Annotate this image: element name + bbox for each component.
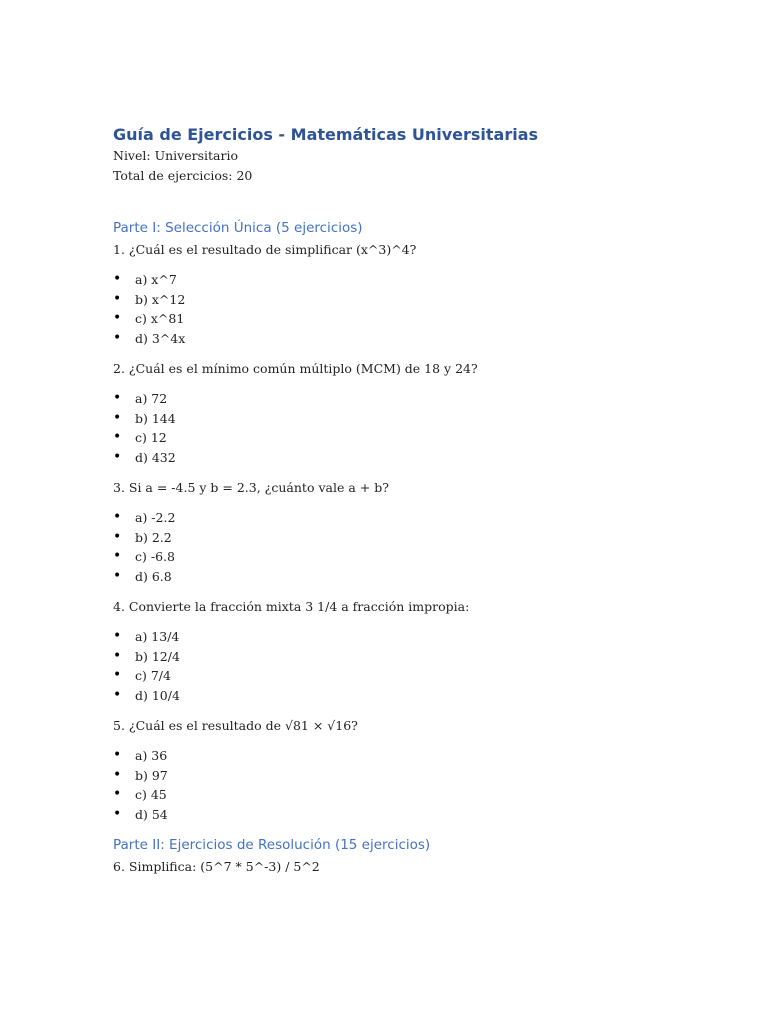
question-4: [113, 597, 673, 705]
question-2-options: [113, 389, 673, 467]
question-6-text: 6. Simplifica: (5^7 * 5^-3) / 5^2: [113, 859, 320, 874]
bullet-icon: •: [113, 628, 122, 644]
option-label: d) 54: [135, 806, 168, 822]
question-5-options: [113, 746, 673, 824]
bullet-icon: •: [113, 409, 122, 426]
bullet-icon: •: [113, 310, 122, 326]
bullet-icon: •: [113, 686, 122, 703]
option-item: [113, 409, 673, 429]
option-item: [113, 785, 673, 805]
question-6: [113, 857, 673, 877]
question-1: [113, 240, 673, 348]
option-label: a) 36: [135, 748, 168, 763]
bullet-icon: •: [113, 766, 122, 783]
document-content: [113, 124, 673, 877]
option-label: c) 7/4: [135, 668, 171, 683]
bullet-icon: •: [113, 647, 122, 664]
option-label: c) x^81: [135, 311, 185, 326]
part-1-heading: Parte I: Selección Única (5 ejercicios): [113, 220, 363, 236]
option-label: c) 12: [135, 430, 167, 445]
option-item: [113, 508, 673, 528]
bullet-icon: •: [113, 509, 122, 525]
bullet-icon: •: [113, 528, 122, 545]
option-label: d) 6.8: [135, 568, 172, 584]
option-item: [113, 547, 673, 567]
option-item: [113, 389, 673, 409]
question-2-text: 2. ¿Cuál es el mínimo común múltiplo (MCM) de 18 y 24?: [113, 361, 478, 376]
option-label: a) 72: [135, 391, 168, 406]
part-2-heading: Parte II: Ejercicios de Resolución (15 ejercicios): [113, 837, 431, 853]
option-item: [113, 766, 673, 786]
bullet-icon: •: [113, 667, 122, 683]
option-item: [113, 270, 673, 290]
option-item: [113, 448, 673, 468]
question-3-options: [113, 508, 673, 586]
question-3: [113, 478, 673, 586]
bullet-icon: •: [113, 548, 122, 564]
question-1-text: 1. ¿Cuál es el resultado de simplificar (x^3)^4?: [113, 242, 417, 257]
question-4-text: 4. Convierte la fracción mixta 3 1/4 a fracción impropia:: [113, 599, 470, 614]
option-item: [113, 746, 673, 766]
option-label: c) -6.8: [135, 549, 175, 564]
bullet-icon: •: [113, 429, 122, 445]
option-item: [113, 686, 673, 706]
option-label: d) 432: [135, 449, 176, 465]
question-5: [113, 716, 673, 824]
option-item: [113, 290, 673, 310]
option-label: c) 45: [135, 787, 167, 802]
question-1-options: [113, 270, 673, 348]
bullet-icon: •: [113, 786, 122, 802]
bullet-icon: •: [113, 805, 122, 822]
option-item: [113, 805, 673, 825]
option-label: a) x^7: [135, 272, 177, 287]
bullet-icon: •: [113, 271, 122, 287]
option-item: [113, 647, 673, 667]
question-4-options: [113, 627, 673, 705]
option-label: b) 12/4: [135, 648, 180, 664]
bullet-icon: •: [113, 448, 122, 465]
option-label: b) 2.2: [135, 529, 172, 545]
option-label: d) 10/4: [135, 687, 180, 703]
option-label: d) 3^4x: [135, 330, 186, 346]
option-label: b) x^12: [135, 291, 186, 307]
option-item: [113, 309, 673, 329]
total-exercises-line: Total de ejercicios: 20: [113, 168, 253, 183]
option-label: b) 144: [135, 410, 176, 426]
question-2: [113, 359, 673, 467]
question-3-text: 3. Si a = -4.5 y b = 2.3, ¿cuánto vale a + b?: [113, 480, 389, 495]
level-line: Nivel: Universitario: [113, 148, 238, 163]
bullet-icon: •: [113, 390, 122, 406]
option-item: [113, 528, 673, 548]
bullet-icon: •: [113, 329, 122, 346]
bullet-icon: •: [113, 290, 122, 307]
option-item: [113, 428, 673, 448]
option-label: b) 97: [135, 767, 168, 783]
option-label: a) 13/4: [135, 629, 180, 644]
bullet-icon: •: [113, 747, 122, 763]
option-item: [113, 329, 673, 349]
option-item: [113, 627, 673, 647]
bullet-icon: •: [113, 567, 122, 584]
option-item: [113, 567, 673, 587]
option-label: a) -2.2: [135, 510, 176, 525]
document-title: Guía de Ejercicios - Matemáticas Universitarias: [113, 125, 539, 144]
question-5-text: 5. ¿Cuál es el resultado de √81 × √16?: [113, 718, 358, 733]
option-item: [113, 666, 673, 686]
